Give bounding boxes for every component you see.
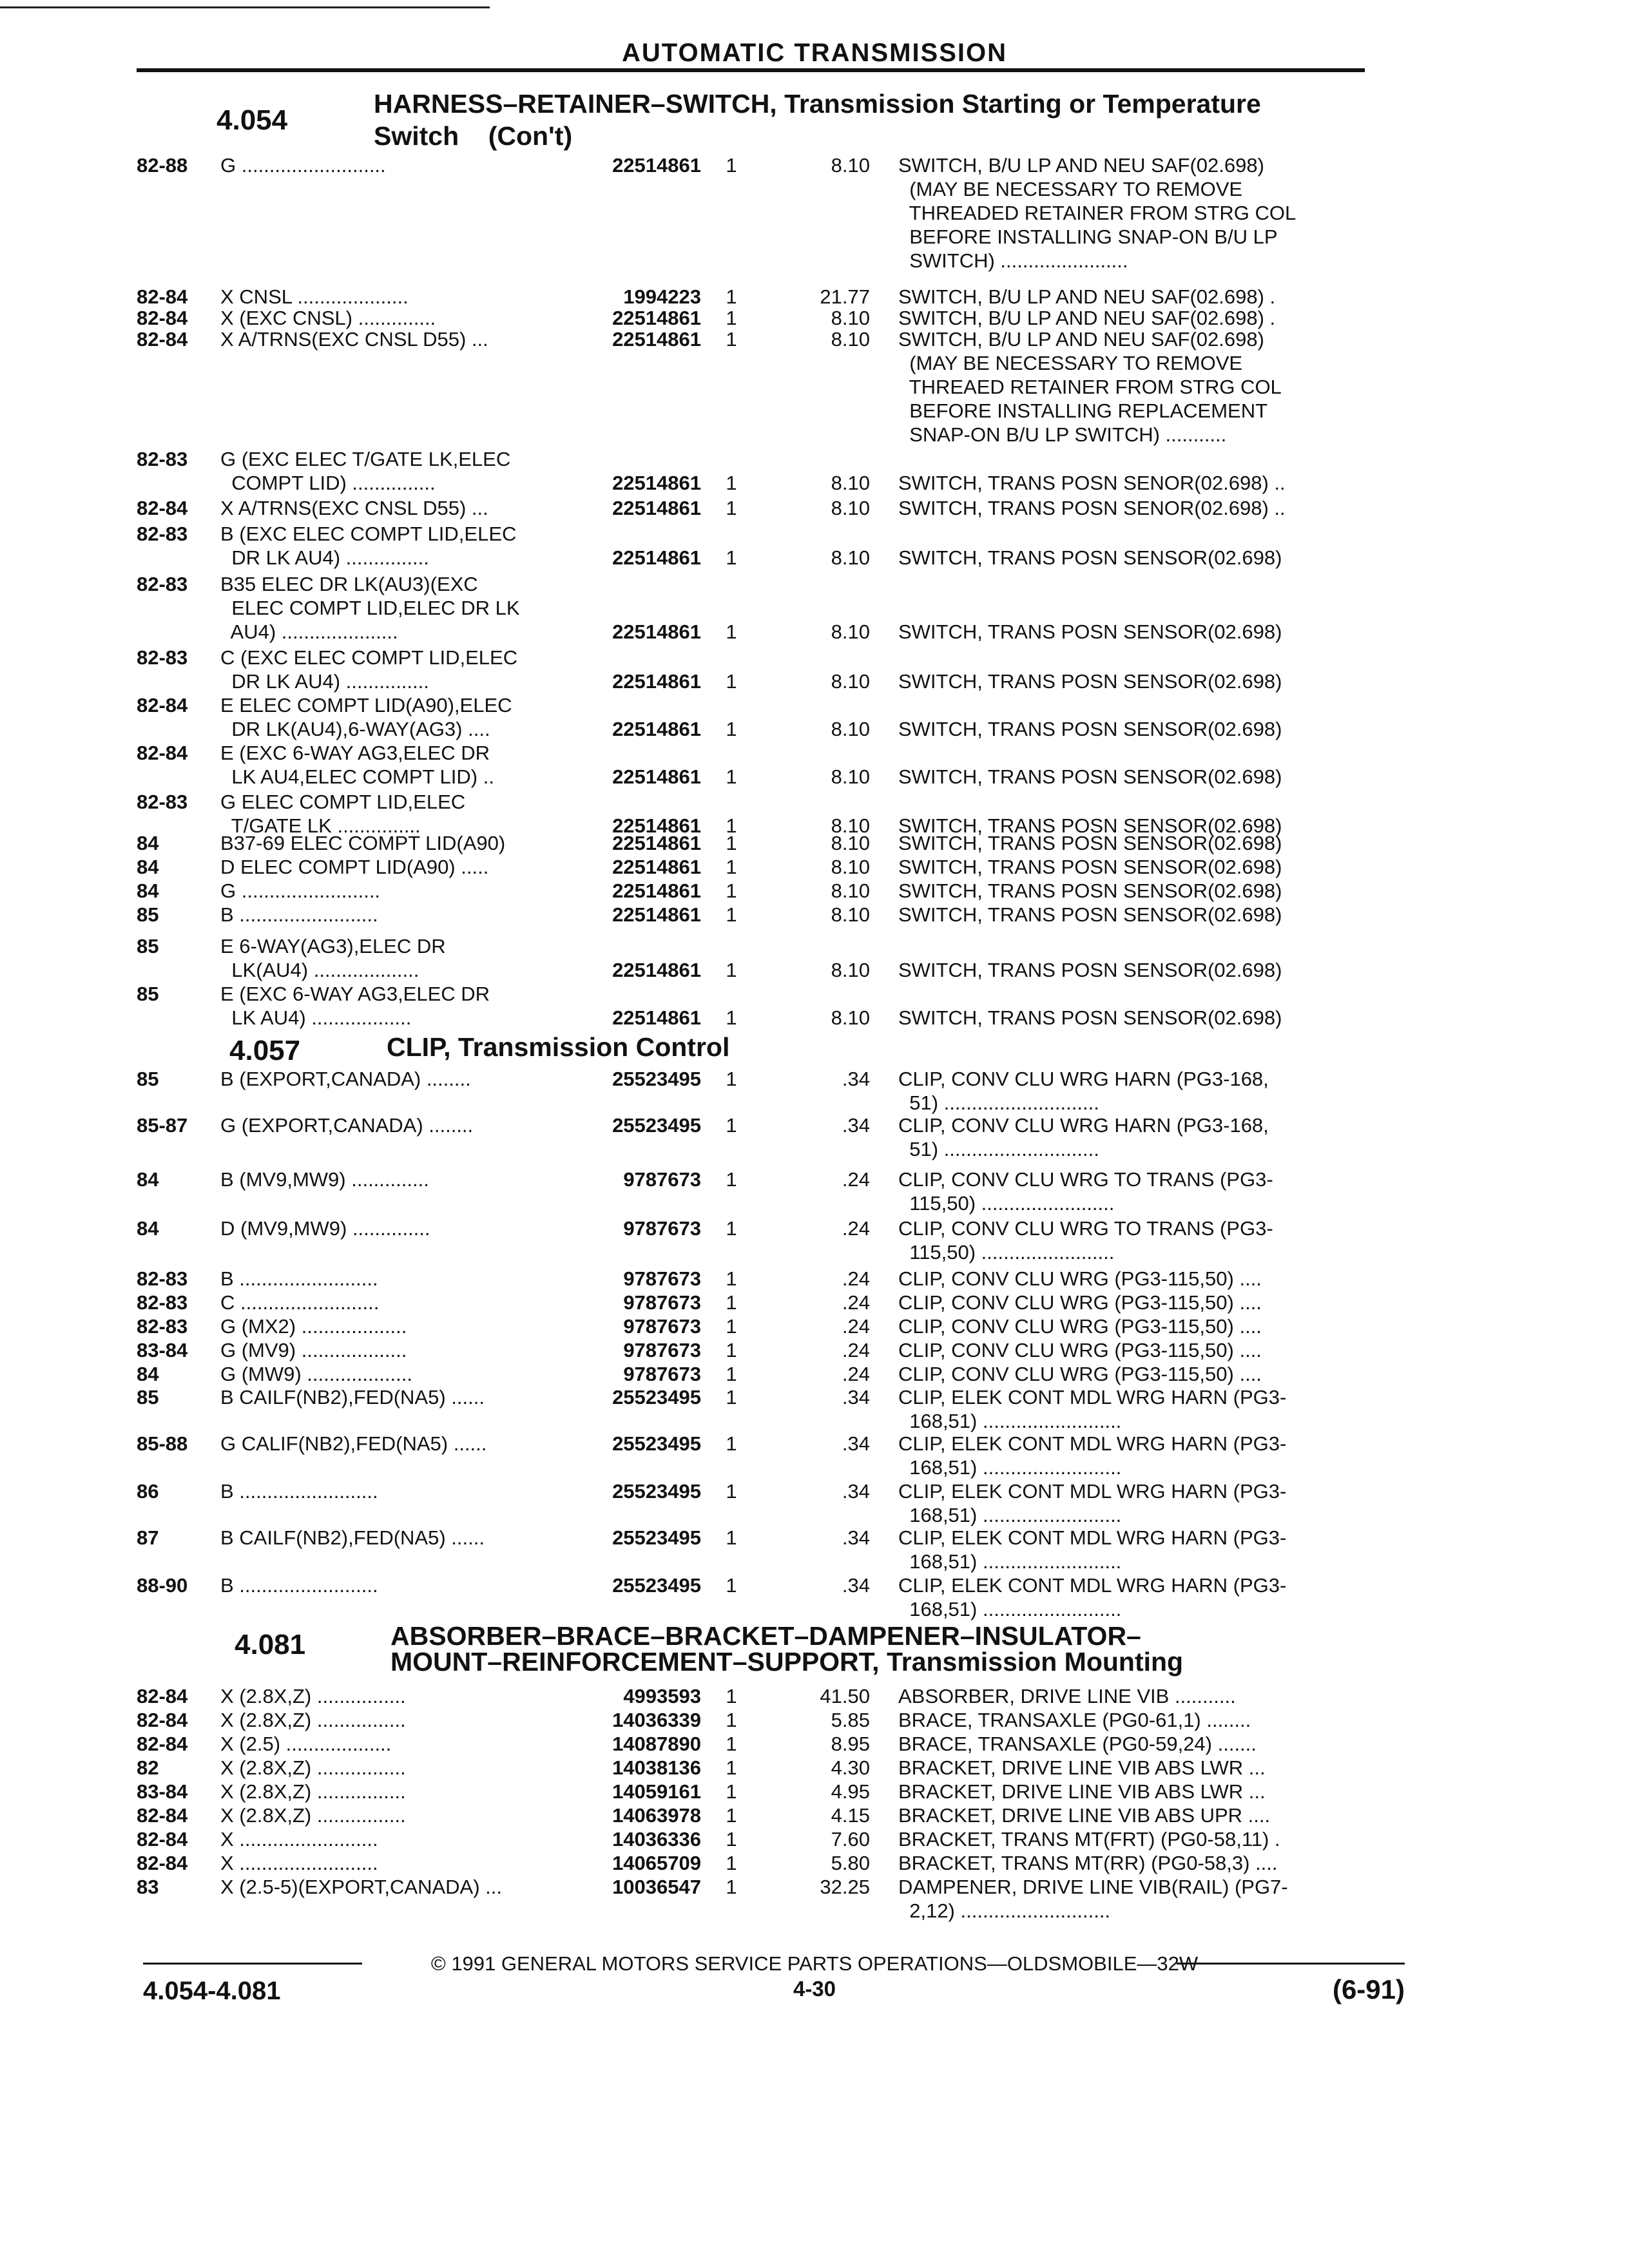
quantity: 1 xyxy=(726,1709,737,1731)
application: D ELEC COMPT LID(A90) ..... xyxy=(220,856,489,878)
price: .24 xyxy=(842,1267,870,1290)
model-year: 82-84 xyxy=(137,1733,188,1755)
quantity: 1 xyxy=(726,856,737,878)
description: BRACE, TRANSAXLE (PG0-59,24) ....... xyxy=(898,1733,1257,1755)
description: SWITCH, TRANS POSN SENSOR(02.698) xyxy=(898,620,1282,643)
description: SWITCH, TRANS POSN SENSOR(02.698) xyxy=(898,879,1282,902)
quantity: 1 xyxy=(726,1685,737,1707)
quantity: 1 xyxy=(726,1733,737,1755)
application: AU4) ..................... xyxy=(220,620,398,643)
price: 8.10 xyxy=(831,1006,870,1029)
description: SWITCH) ....................... xyxy=(898,249,1128,272)
description: BEFORE INSTALLING SNAP-ON B/U LP xyxy=(898,226,1278,248)
price: .34 xyxy=(842,1526,870,1549)
price: 4.30 xyxy=(831,1756,870,1779)
part-number: 14036336 xyxy=(612,1828,701,1850)
application: X (2.5) ................... xyxy=(220,1733,392,1755)
quantity: 1 xyxy=(726,1363,737,1385)
quantity: 1 xyxy=(726,1217,737,1240)
application: G ......................... xyxy=(220,879,381,902)
price: 8.10 xyxy=(831,856,870,878)
model-year: 85 xyxy=(137,1068,159,1090)
description: CLIP, CONV CLU WRG HARN (PG3-168, xyxy=(898,1068,1269,1090)
part-number: 22514861 xyxy=(612,620,701,643)
price: .34 xyxy=(842,1574,870,1597)
page-header-title: AUTOMATIC TRANSMISSION xyxy=(621,39,1008,67)
quantity: 1 xyxy=(726,307,737,329)
description: CLIP, CONV CLU WRG HARN (PG3-168, xyxy=(898,1114,1269,1137)
part-number: 22514861 xyxy=(612,1006,701,1029)
description: THREAED RETAINER FROM STRG COL xyxy=(898,376,1282,398)
quantity: 1 xyxy=(726,903,737,926)
description: CLIP, CONV CLU WRG (PG3-115,50) .... xyxy=(898,1339,1262,1361)
section-number: 4.054 xyxy=(217,104,288,136)
section-title: CLIP, Transmission Control xyxy=(387,1032,730,1062)
price: .34 xyxy=(842,1432,870,1455)
description: BRACKET, TRANS MT(RR) (PG0-58,3) .... xyxy=(898,1852,1278,1874)
model-year: 83-84 xyxy=(137,1780,188,1803)
quantity: 1 xyxy=(726,1574,737,1597)
quantity: 1 xyxy=(726,472,737,494)
description: CLIP, ELEK CONT MDL WRG HARN (PG3- xyxy=(898,1480,1287,1503)
description: CLIP, CONV CLU WRG (PG3-115,50) .... xyxy=(898,1267,1262,1290)
part-number: 25523495 xyxy=(612,1386,701,1408)
part-number: 9787673 xyxy=(623,1339,701,1361)
part-number: 22514861 xyxy=(612,472,701,494)
part-number: 14059161 xyxy=(612,1780,701,1803)
description: THREADED RETAINER FROM STRG COL xyxy=(898,202,1296,224)
quantity: 1 xyxy=(726,1386,737,1408)
part-number: 14087890 xyxy=(612,1733,701,1755)
application: G (EXPORT,CANADA) ........ xyxy=(220,1114,474,1137)
application: G CALIF(NB2),FED(NA5) ...... xyxy=(220,1432,487,1455)
application: DR LK AU4) ............... xyxy=(220,546,429,569)
description: SWITCH, B/U LP AND NEU SAF(02.698) xyxy=(898,328,1264,351)
description: SWITCH, TRANS POSN SENSOR(02.698) xyxy=(898,903,1282,926)
application: LK(AU4) ................... xyxy=(220,959,419,981)
model-year: 82-83 xyxy=(137,1267,188,1290)
quantity: 1 xyxy=(726,832,737,854)
price: .34 xyxy=(842,1114,870,1137)
description: SWITCH, TRANS POSN SENOR(02.698) .. xyxy=(898,472,1286,494)
application: X (2.8X,Z) ................ xyxy=(220,1685,406,1707)
price: 8.10 xyxy=(831,497,870,519)
price: 5.80 xyxy=(831,1852,870,1874)
description: SWITCH, TRANS POSN SENSOR(02.698) xyxy=(898,856,1282,878)
section-title-cont: MOUNT–REINFORCEMENT–SUPPORT, Transmission Mounting xyxy=(390,1647,1184,1677)
part-number: 9787673 xyxy=(623,1267,701,1290)
model-year: 85-87 xyxy=(137,1114,188,1137)
description: 168,51) ......................... xyxy=(898,1504,1122,1526)
model-year: 84 xyxy=(137,1217,159,1240)
model-year: 84 xyxy=(137,856,159,878)
application: G .......................... xyxy=(220,154,386,177)
application: B ......................... xyxy=(220,1574,378,1597)
price: 8.10 xyxy=(831,765,870,788)
price: 8.10 xyxy=(831,832,870,854)
application: B35 ELEC DR LK(AU3)(EXC xyxy=(220,573,478,595)
part-number: 22514861 xyxy=(612,856,701,878)
quantity: 1 xyxy=(726,765,737,788)
part-number: 14036339 xyxy=(612,1709,701,1731)
description: 168,51) ......................... xyxy=(898,1456,1122,1479)
price: 8.10 xyxy=(831,307,870,329)
part-number: 22514861 xyxy=(612,718,701,740)
model-year: 88-90 xyxy=(137,1574,188,1597)
description: 115,50) ........................ xyxy=(898,1241,1115,1264)
quantity: 1 xyxy=(726,1852,737,1874)
price: 21.77 xyxy=(820,285,870,308)
price: 8.10 xyxy=(831,670,870,693)
description: (MAY BE NECESSARY TO REMOVE xyxy=(898,178,1243,200)
quantity: 1 xyxy=(726,1267,737,1290)
application: DR LK AU4) ............... xyxy=(220,670,429,693)
part-number: 14065709 xyxy=(612,1852,701,1874)
description: SWITCH, TRANS POSN SENSOR(02.698) xyxy=(898,670,1282,693)
description: SWITCH, TRANS POSN SENSOR(02.698) xyxy=(898,832,1282,854)
model-year: 82 xyxy=(137,1756,159,1779)
price: .24 xyxy=(842,1168,870,1191)
description: 51) ............................ xyxy=(898,1091,1099,1114)
application: X (EXC CNSL) .............. xyxy=(220,307,436,329)
application: X (2.8X,Z) ................ xyxy=(220,1780,406,1803)
part-number: 22514861 xyxy=(612,903,701,926)
part-number: 25523495 xyxy=(612,1574,701,1597)
price: 8.10 xyxy=(831,472,870,494)
quantity: 1 xyxy=(726,959,737,981)
part-number: 25523495 xyxy=(612,1114,701,1137)
quantity: 1 xyxy=(726,1756,737,1779)
part-number: 14038136 xyxy=(612,1756,701,1779)
application: E (EXC 6-WAY AG3,ELEC DR xyxy=(220,983,490,1005)
description: SWITCH, TRANS POSN SENSOR(02.698) xyxy=(898,546,1282,569)
model-year: 82-84 xyxy=(137,1685,188,1707)
top-edge-rule xyxy=(0,6,490,8)
application: B ......................... xyxy=(220,903,378,926)
header-rule xyxy=(137,68,1365,72)
model-year: 85 xyxy=(137,983,159,1005)
description: SWITCH, TRANS POSN SENSOR(02.698) xyxy=(898,765,1282,788)
model-year: 84 xyxy=(137,1363,159,1385)
price: .24 xyxy=(842,1291,870,1314)
part-number: 9787673 xyxy=(623,1315,701,1338)
model-year: 82-83 xyxy=(137,1315,188,1338)
price: 32.25 xyxy=(820,1876,870,1898)
model-year: 85 xyxy=(137,903,159,926)
application: DR LK(AU4),6-WAY(AG3) .... xyxy=(220,718,490,740)
quantity: 1 xyxy=(726,1780,737,1803)
quantity: 1 xyxy=(726,1068,737,1090)
application: X ......................... xyxy=(220,1852,378,1874)
model-year: 82-84 xyxy=(137,285,188,308)
part-number: 22514861 xyxy=(612,328,701,351)
description: CLIP, CONV CLU WRG TO TRANS (PG3- xyxy=(898,1217,1273,1240)
application: X (2.5-5)(EXPORT,CANADA) ... xyxy=(220,1876,502,1898)
model-year: 82-84 xyxy=(137,328,188,351)
quantity: 1 xyxy=(726,1480,737,1503)
price: 8.10 xyxy=(831,814,870,837)
description: (MAY BE NECESSARY TO REMOVE xyxy=(898,352,1243,374)
model-year: 87 xyxy=(137,1526,159,1549)
description: BRACKET, DRIVE LINE VIB ABS LWR ... xyxy=(898,1780,1266,1803)
description: SWITCH, TRANS POSN SENSOR(02.698) xyxy=(898,1006,1282,1029)
description: SWITCH, TRANS POSN SENSOR(02.698) xyxy=(898,959,1282,981)
price: 8.10 xyxy=(831,959,870,981)
model-year: 82-83 xyxy=(137,448,188,470)
model-year: 84 xyxy=(137,832,159,854)
application: X CNSL .................... xyxy=(220,285,409,308)
model-year: 86 xyxy=(137,1480,159,1503)
application: D (MV9,MW9) .............. xyxy=(220,1217,430,1240)
part-number: 22514861 xyxy=(612,497,701,519)
application: B (EXC ELEC COMPT LID,ELEC xyxy=(220,523,517,545)
price: 4.15 xyxy=(831,1804,870,1827)
part-number: 25523495 xyxy=(612,1068,701,1090)
description: BEFORE INSTALLING REPLACEMENT xyxy=(898,399,1268,422)
description: CLIP, ELEK CONT MDL WRG HARN (PG3- xyxy=(898,1432,1287,1455)
description: DAMPENER, DRIVE LINE VIB(RAIL) (PG7- xyxy=(898,1876,1288,1898)
part-number: 4993593 xyxy=(623,1685,701,1707)
quantity: 1 xyxy=(726,670,737,693)
price: 8.95 xyxy=(831,1733,870,1755)
application: B (EXPORT,CANADA) ........ xyxy=(220,1068,471,1090)
application: ELEC COMPT LID,ELEC DR LK xyxy=(220,597,520,619)
description: BRACKET, DRIVE LINE VIB ABS UPR .... xyxy=(898,1804,1271,1827)
part-number: 14063978 xyxy=(612,1804,701,1827)
part-number: 25523495 xyxy=(612,1480,701,1503)
application: X ......................... xyxy=(220,1828,378,1850)
application: C ......................... xyxy=(220,1291,380,1314)
quantity: 1 xyxy=(726,718,737,740)
application: LK AU4,ELEC COMPT LID) .. xyxy=(220,765,494,788)
application: B37-69 ELEC COMPT LID(A90) xyxy=(220,832,506,854)
description: CLIP, ELEK CONT MDL WRG HARN (PG3- xyxy=(898,1386,1287,1408)
price: 8.10 xyxy=(831,620,870,643)
application: B ......................... xyxy=(220,1480,378,1503)
description: 2,12) ........................... xyxy=(898,1899,1111,1922)
quantity: 1 xyxy=(726,1114,737,1137)
application: B ......................... xyxy=(220,1267,378,1290)
model-year: 82-83 xyxy=(137,791,188,813)
part-number: 22514861 xyxy=(612,879,701,902)
description: BRACKET, TRANS MT(FRT) (PG0-58,11) . xyxy=(898,1828,1280,1850)
description: 168,51) ......................... xyxy=(898,1598,1122,1620)
part-number: 22514861 xyxy=(612,814,701,837)
price: 8.10 xyxy=(831,879,870,902)
description: SWITCH, TRANS POSN SENSOR(02.698) xyxy=(898,814,1282,837)
quantity: 1 xyxy=(726,1006,737,1029)
quantity: 1 xyxy=(726,1828,737,1850)
part-number: 22514861 xyxy=(612,546,701,569)
model-year: 85 xyxy=(137,935,159,957)
part-number: 1994223 xyxy=(623,285,701,308)
quantity: 1 xyxy=(726,285,737,308)
application: COMPT LID) ............... xyxy=(220,472,436,494)
model-year: 82-83 xyxy=(137,523,188,545)
application: G ELEC COMPT LID,ELEC xyxy=(220,791,466,813)
price: 5.85 xyxy=(831,1709,870,1731)
model-year: 82-83 xyxy=(137,573,188,595)
quantity: 1 xyxy=(726,1339,737,1361)
application: X A/TRNS(EXC CNSL D55) ... xyxy=(220,328,488,351)
model-year: 83 xyxy=(137,1876,159,1898)
part-number: 25523495 xyxy=(612,1526,701,1549)
application: E (EXC 6-WAY AG3,ELEC DR xyxy=(220,742,490,764)
price: .24 xyxy=(842,1217,870,1240)
description: 168,51) ......................... xyxy=(898,1410,1122,1432)
model-year: 83-84 xyxy=(137,1339,188,1361)
application: B CAILF(NB2),FED(NA5) ...... xyxy=(220,1526,485,1549)
application: X A/TRNS(EXC CNSL D55) ... xyxy=(220,497,488,519)
model-year: 82-84 xyxy=(137,742,188,764)
price: .24 xyxy=(842,1315,870,1338)
price: .34 xyxy=(842,1068,870,1090)
price: 8.10 xyxy=(831,903,870,926)
footer-page-number: 4-30 xyxy=(793,1977,836,2001)
quantity: 1 xyxy=(726,546,737,569)
quantity: 1 xyxy=(726,1804,737,1827)
description: SWITCH, B/U LP AND NEU SAF(02.698) . xyxy=(898,307,1276,329)
description: SNAP-ON B/U LP SWITCH) ........... xyxy=(898,423,1227,446)
price: 8.10 xyxy=(831,328,870,351)
model-year: 84 xyxy=(137,1168,159,1191)
quantity: 1 xyxy=(726,620,737,643)
part-number: 25523495 xyxy=(612,1432,701,1455)
application: E ELEC COMPT LID(A90),ELEC xyxy=(220,694,512,716)
price: 4.95 xyxy=(831,1780,870,1803)
description: SWITCH, TRANS POSN SENSOR(02.698) xyxy=(898,718,1282,740)
application: X (2.8X,Z) ................ xyxy=(220,1804,406,1827)
section-title: HARNESS–RETAINER–SWITCH, Transmission Starting or Temperature xyxy=(374,89,1261,119)
price: 8.10 xyxy=(831,546,870,569)
description: 115,50) ........................ xyxy=(898,1192,1115,1215)
price: .34 xyxy=(842,1480,870,1503)
quantity: 1 xyxy=(726,1526,737,1549)
model-year: 85 xyxy=(137,1386,159,1408)
section-title-cont: Switch (Con't) xyxy=(374,121,573,151)
description: SWITCH, B/U LP AND NEU SAF(02.698) xyxy=(898,154,1264,177)
application: X (2.8X,Z) ................ xyxy=(220,1709,406,1731)
description: CLIP, CONV CLU WRG TO TRANS (PG3- xyxy=(898,1168,1273,1191)
application: G (MX2) ................... xyxy=(220,1315,407,1338)
quantity: 1 xyxy=(726,497,737,519)
section-number: 4.081 xyxy=(235,1629,306,1660)
part-number: 10036547 xyxy=(612,1876,701,1898)
model-year: 82-84 xyxy=(137,1828,188,1850)
quantity: 1 xyxy=(726,154,737,177)
description: 51) ............................ xyxy=(898,1138,1099,1160)
model-year: 82-83 xyxy=(137,646,188,669)
part-number: 9787673 xyxy=(623,1291,701,1314)
application: B (MV9,MW9) .............. xyxy=(220,1168,429,1191)
model-year: 82-84 xyxy=(137,694,188,716)
quantity: 1 xyxy=(726,1432,737,1455)
application: B CAILF(NB2),FED(NA5) ...... xyxy=(220,1386,485,1408)
application: G (MW9) ................... xyxy=(220,1363,412,1385)
quantity: 1 xyxy=(726,879,737,902)
model-year: 82-84 xyxy=(137,1804,188,1827)
part-number: 22514861 xyxy=(612,959,701,981)
model-year: 85-88 xyxy=(137,1432,188,1455)
application: G (MV9) ................... xyxy=(220,1339,407,1361)
description: BRACKET, DRIVE LINE VIB ABS LWR ... xyxy=(898,1756,1266,1779)
price: .24 xyxy=(842,1339,870,1361)
quantity: 1 xyxy=(726,328,737,351)
model-year: 82-88 xyxy=(137,154,188,177)
quantity: 1 xyxy=(726,1315,737,1338)
part-number: 9787673 xyxy=(623,1363,701,1385)
application: E 6-WAY(AG3),ELEC DR xyxy=(220,935,446,957)
price: 8.10 xyxy=(831,718,870,740)
section-number: 4.057 xyxy=(229,1035,301,1066)
part-number: 22514861 xyxy=(612,832,701,854)
price: 7.60 xyxy=(831,1828,870,1850)
description: SWITCH, B/U LP AND NEU SAF(02.698) . xyxy=(898,285,1276,308)
price: 8.10 xyxy=(831,154,870,177)
application: X (2.8X,Z) ................ xyxy=(220,1756,406,1779)
application: C (EXC ELEC COMPT LID,ELEC xyxy=(220,646,518,669)
quantity: 1 xyxy=(726,1168,737,1191)
description: CLIP, CONV CLU WRG (PG3-115,50) .... xyxy=(898,1315,1262,1338)
part-number: 22514861 xyxy=(612,154,701,177)
part-number: 9787673 xyxy=(623,1168,701,1191)
part-number: 22514861 xyxy=(612,765,701,788)
price: 41.50 xyxy=(820,1685,870,1707)
section-title: ABSORBER–BRACE–BRACKET–DAMPENER–INSULATOR– xyxy=(390,1621,1141,1651)
description: CLIP, ELEK CONT MDL WRG HARN (PG3- xyxy=(898,1574,1287,1597)
application: LK AU4) .................. xyxy=(220,1006,412,1029)
model-year: 82-84 xyxy=(137,1709,188,1731)
description: CLIP, ELEK CONT MDL WRG HARN (PG3- xyxy=(898,1526,1287,1549)
application: G (EXC ELEC T/GATE LK,ELEC xyxy=(220,448,511,470)
model-year: 82-84 xyxy=(137,307,188,329)
footer-section-range: 4.054-4.081 xyxy=(143,1977,281,2005)
price: .24 xyxy=(842,1363,870,1385)
model-year: 84 xyxy=(137,879,159,902)
part-number: 22514861 xyxy=(612,307,701,329)
description: 168,51) ......................... xyxy=(898,1550,1122,1573)
application: T/GATE LK ............... xyxy=(220,814,421,837)
footer-copyright: © 1991 GENERAL MOTORS SERVICE PARTS OPERATIONS—OLDSMOBILE—32W xyxy=(430,1952,1199,1975)
description: ABSORBER, DRIVE LINE VIB ........... xyxy=(898,1685,1236,1707)
quantity: 1 xyxy=(726,1291,737,1314)
quantity: 1 xyxy=(726,814,737,837)
part-number: 22514861 xyxy=(612,670,701,693)
description: SWITCH, TRANS POSN SENOR(02.698) .. xyxy=(898,497,1286,519)
model-year: 82-84 xyxy=(137,1852,188,1874)
footer-date: (6-91) xyxy=(1332,1974,1405,2004)
model-year: 82-83 xyxy=(137,1291,188,1314)
part-number: 9787673 xyxy=(623,1217,701,1240)
model-year: 82-84 xyxy=(137,497,188,519)
quantity: 1 xyxy=(726,1876,737,1898)
price: .34 xyxy=(842,1386,870,1408)
description: BRACE, TRANSAXLE (PG0-61,1) ........ xyxy=(898,1709,1251,1731)
description: CLIP, CONV CLU WRG (PG3-115,50) .... xyxy=(898,1363,1262,1385)
description: CLIP, CONV CLU WRG (PG3-115,50) .... xyxy=(898,1291,1262,1314)
